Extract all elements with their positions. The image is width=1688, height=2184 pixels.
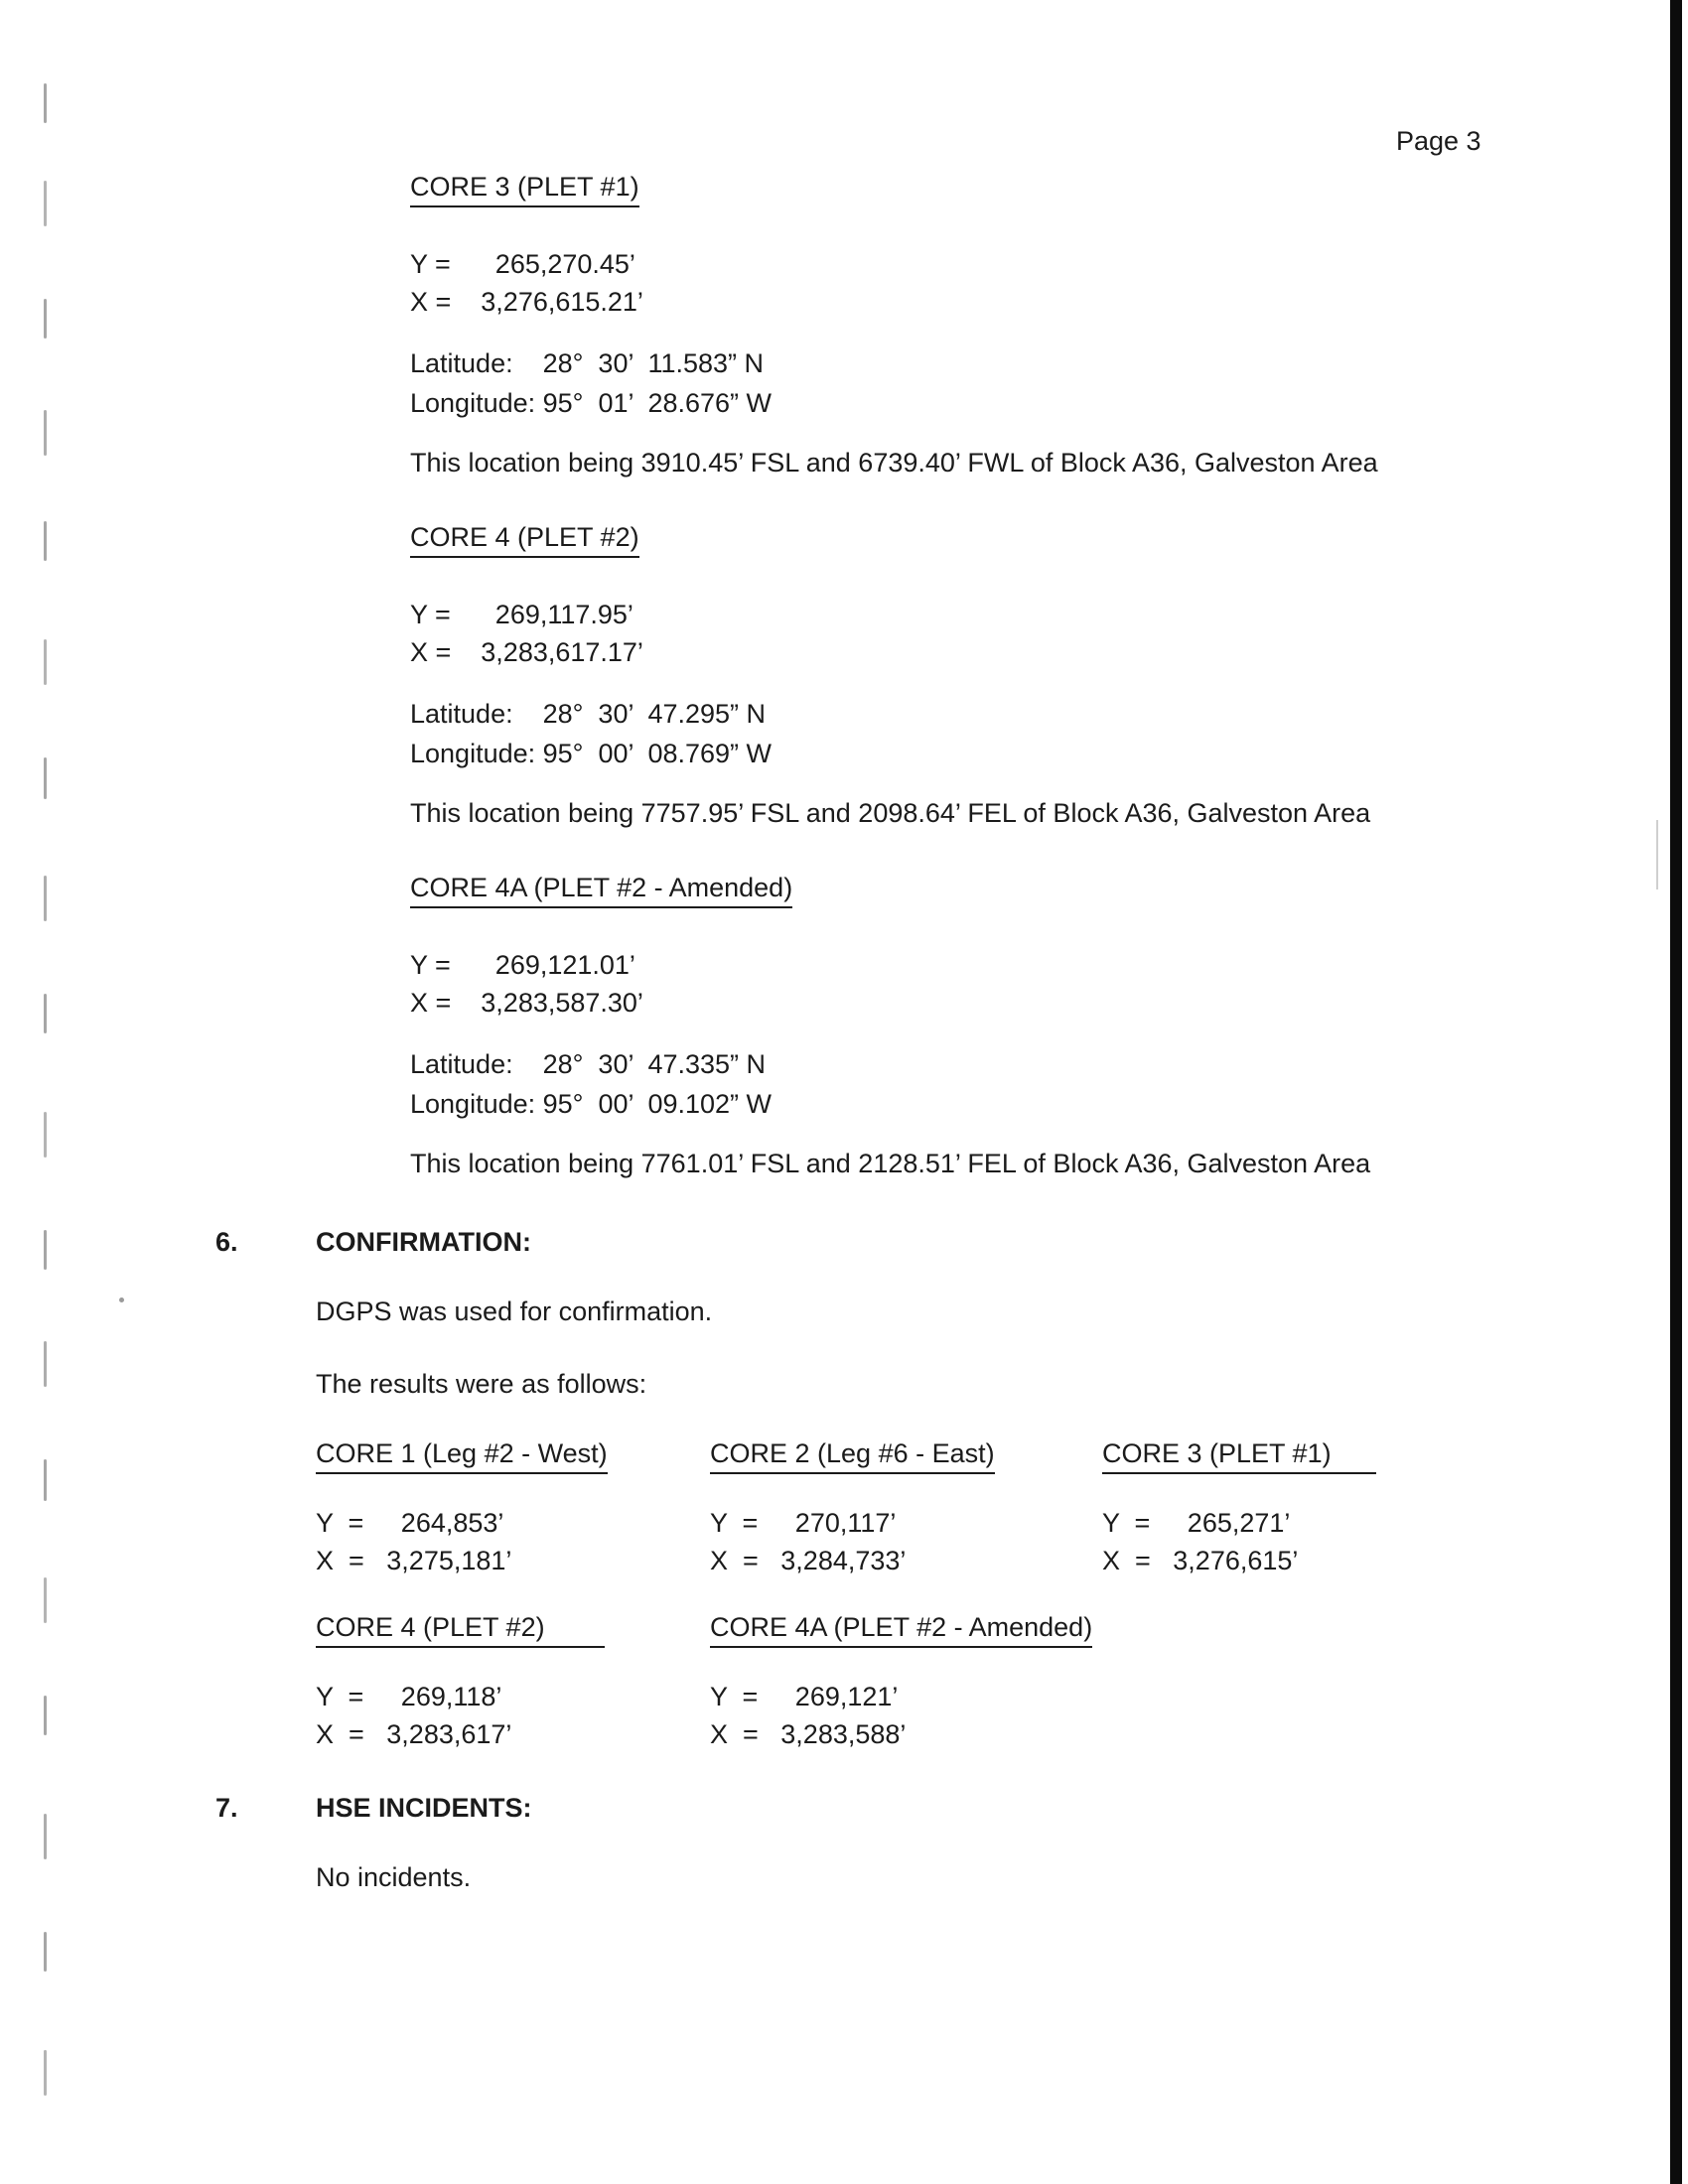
core-4-location-note: This location being 7757.95’ FSL and 2098.64’ FEL of Block A36, Galveston Area bbox=[410, 798, 1371, 828]
core-4a-longitude: Longitude: 95° 00’ 09.102” W bbox=[410, 1089, 773, 1119]
section-7-title: HSE INCIDENTS: bbox=[316, 1793, 532, 1823]
result-core-4-x: X = 3,283,617’ bbox=[316, 1719, 512, 1749]
core-3-block bbox=[410, 171, 1641, 498]
hse-body: No incidents. bbox=[316, 1862, 472, 1892]
result-core-2-heading: CORE 2 (Leg #6 - East) bbox=[710, 1437, 995, 1474]
core-4-latitude: Latitude: 28° 30’ 47.295” N bbox=[410, 699, 767, 729]
scan-artifact bbox=[44, 1577, 47, 1623]
result-core-1-heading: CORE 1 (Leg #2 - West) bbox=[316, 1437, 608, 1474]
core-4a-block bbox=[410, 872, 1641, 1199]
result-core-4a bbox=[710, 1611, 1167, 1770]
page-number: Page 3 bbox=[1396, 126, 1481, 156]
result-core-3-x: X = 3,276,615’ bbox=[1102, 1546, 1299, 1575]
result-core-2-x: X = 3,284,733’ bbox=[710, 1546, 907, 1575]
result-core-4a-x: X = 3,283,588’ bbox=[710, 1719, 907, 1749]
scan-artifact bbox=[44, 181, 47, 226]
section-7-number: 7. bbox=[215, 1793, 238, 1823]
scan-artifact bbox=[44, 1932, 47, 1972]
scan-artifact bbox=[44, 410, 47, 456]
scan-artifact bbox=[44, 1459, 47, 1501]
scan-artifact bbox=[44, 1341, 47, 1387]
result-core-4a-heading: CORE 4A (PLET #2 - Amended) bbox=[710, 1611, 1092, 1648]
core-3-heading: CORE 3 (PLET #1) bbox=[410, 171, 639, 207]
confirmation-results-intro: The results were as follows: bbox=[316, 1369, 647, 1399]
scan-artifact bbox=[44, 299, 47, 339]
result-core-3-heading: CORE 3 (PLET #1) bbox=[1102, 1437, 1376, 1474]
core-4-block bbox=[410, 521, 1641, 849]
scan-artifact bbox=[44, 1230, 47, 1270]
result-core-2 bbox=[710, 1437, 1167, 1596]
result-core-1-x: X = 3,275,181’ bbox=[316, 1546, 512, 1575]
core-4-x-coordinate: X = 3,283,617.17’ bbox=[410, 637, 643, 667]
section-6-number: 6. bbox=[215, 1227, 238, 1257]
scan-artifact bbox=[44, 521, 47, 561]
scan-artifact bbox=[44, 2050, 47, 2096]
scan-artifact bbox=[44, 1696, 47, 1735]
core-3-y-coordinate: Y = 265,270.45’ bbox=[410, 249, 635, 279]
core-4-y-coordinate: Y = 269,117.95’ bbox=[410, 600, 633, 629]
core-4a-location-note: This location being 7761.01’ FSL and 2128.51’ FEL of Block A36, Galveston Area bbox=[410, 1149, 1371, 1178]
scan-artifact bbox=[1656, 820, 1658, 889]
scan-edge-bar bbox=[1670, 0, 1682, 2184]
result-core-1 bbox=[316, 1437, 773, 1596]
scan-artifact bbox=[44, 83, 47, 123]
core-3-location-note: This location being 3910.45’ FSL and 6739.40’ FWL of Block A36, Galveston Area bbox=[410, 448, 1378, 478]
scan-artifact bbox=[44, 876, 47, 921]
core-3-latitude: Latitude: 28° 30’ 11.583” N bbox=[410, 348, 765, 378]
confirmation-method-note: DGPS was used for confirmation. bbox=[316, 1297, 713, 1326]
scan-artifact bbox=[44, 757, 47, 799]
core-3-longitude: Longitude: 95° 01’ 28.676” W bbox=[410, 388, 773, 418]
result-core-4 bbox=[316, 1611, 773, 1770]
scan-artifact bbox=[119, 1297, 124, 1302]
result-core-4-heading: CORE 4 (PLET #2) bbox=[316, 1611, 605, 1648]
core-4a-y-coordinate: Y = 269,121.01’ bbox=[410, 950, 635, 980]
core-4a-heading: CORE 4A (PLET #2 - Amended) bbox=[410, 872, 792, 908]
section-6-title: CONFIRMATION: bbox=[316, 1227, 531, 1257]
scan-artifact bbox=[44, 639, 47, 685]
result-core-3-y: Y = 265,271’ bbox=[1102, 1508, 1291, 1538]
core-4-longitude: Longitude: 95° 00’ 08.769” W bbox=[410, 739, 773, 768]
result-core-3 bbox=[1102, 1437, 1559, 1596]
scan-artifact bbox=[44, 1814, 47, 1859]
result-core-1-y: Y = 264,853’ bbox=[316, 1508, 504, 1538]
scan-artifact bbox=[44, 1112, 47, 1158]
core-4-heading: CORE 4 (PLET #2) bbox=[410, 521, 639, 558]
result-core-4-y: Y = 269,118’ bbox=[316, 1682, 502, 1711]
core-3-x-coordinate: X = 3,276,615.21’ bbox=[410, 287, 643, 317]
result-core-2-y: Y = 270,117’ bbox=[710, 1508, 897, 1538]
core-4a-latitude: Latitude: 28° 30’ 47.335” N bbox=[410, 1049, 767, 1079]
core-4a-x-coordinate: X = 3,283,587.30’ bbox=[410, 988, 643, 1018]
result-core-4a-y: Y = 269,121’ bbox=[710, 1682, 899, 1711]
scan-artifact bbox=[44, 994, 47, 1033]
